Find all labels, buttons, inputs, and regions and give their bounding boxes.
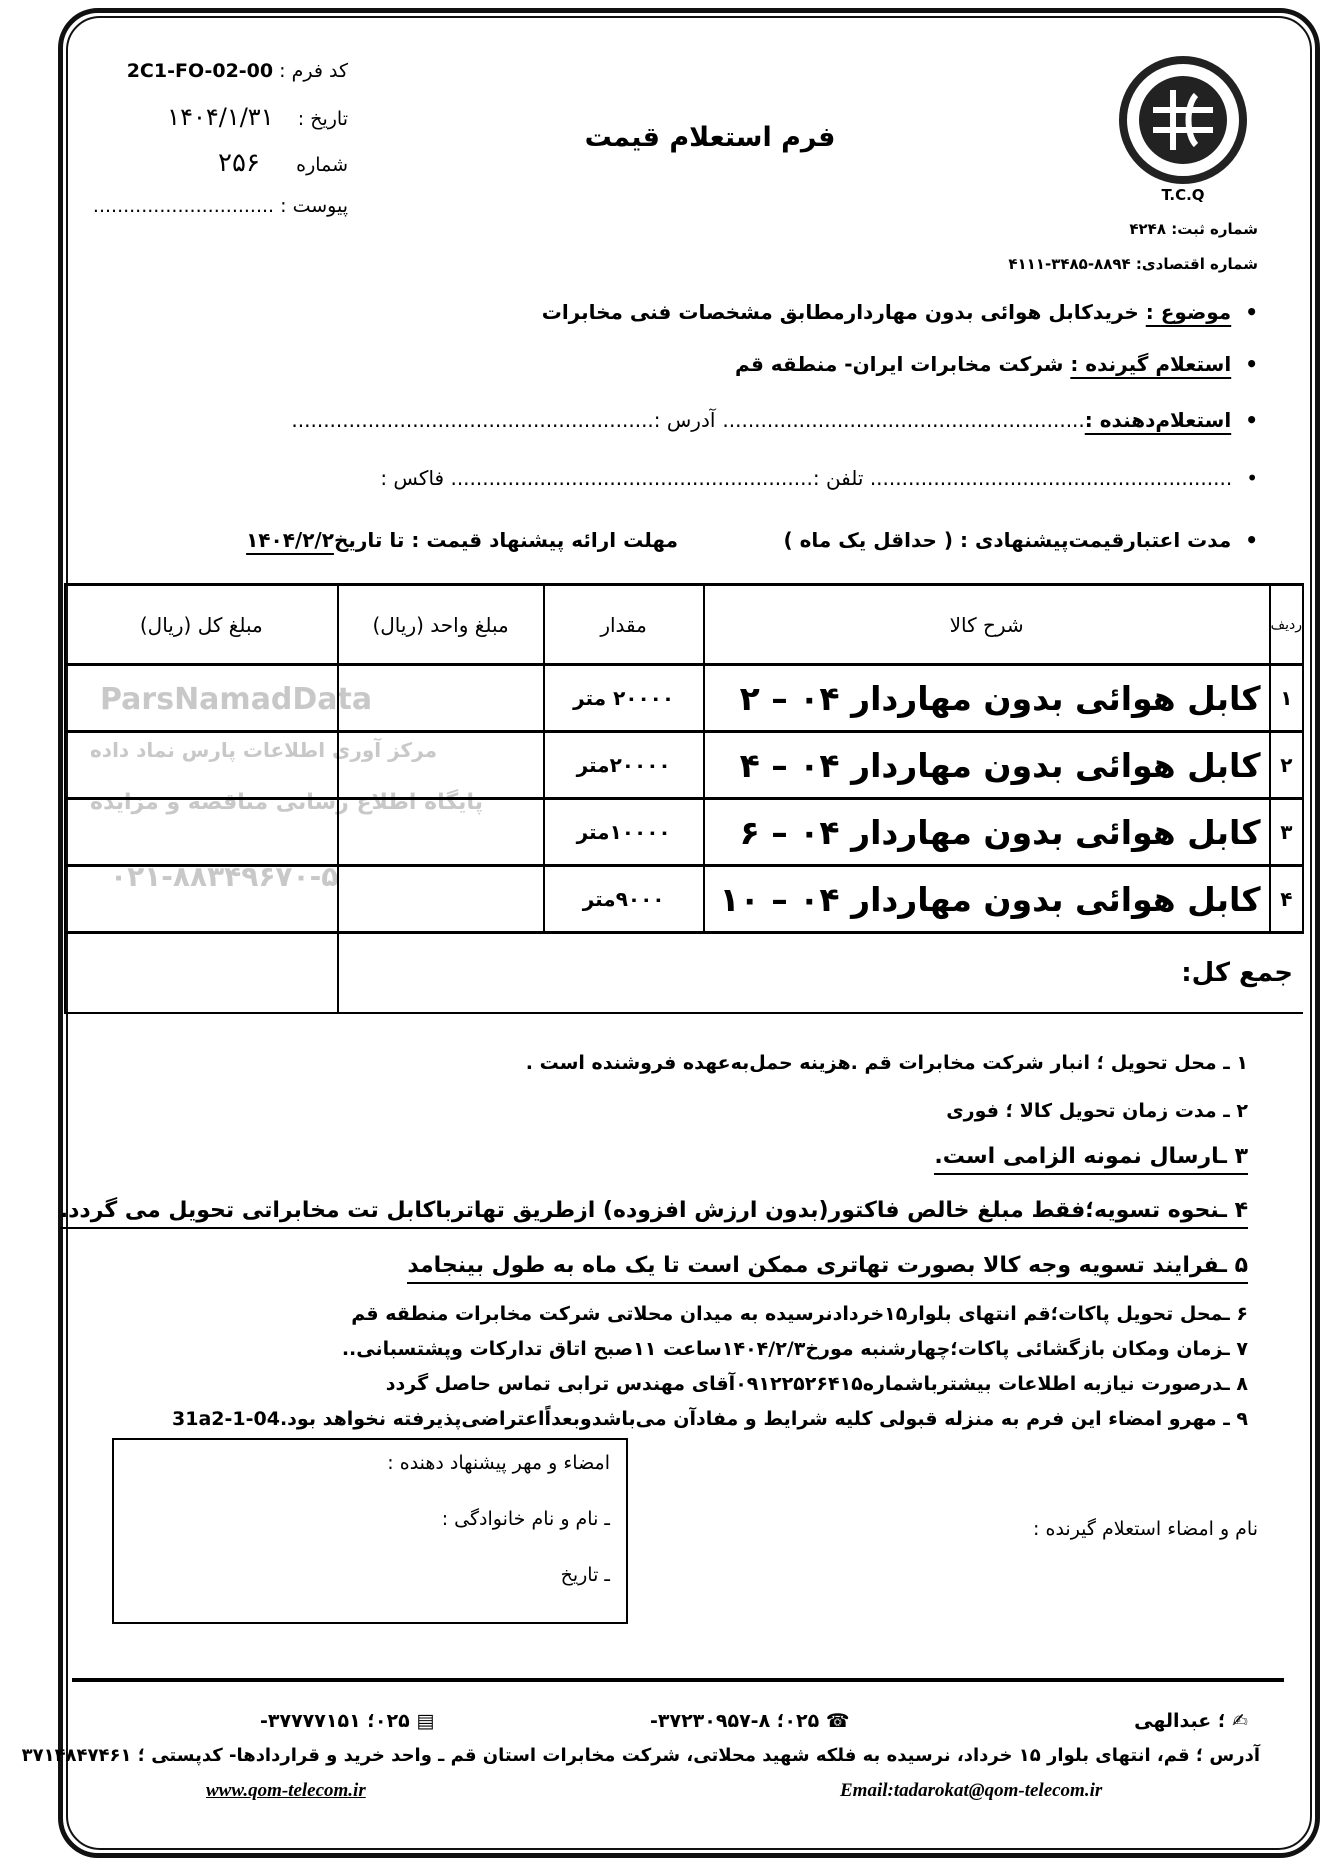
page-title: فرم استعلام قیمت — [584, 122, 836, 153]
receiver: • استعلام گیرنده : شرکت مخابرات ایران- منطقه قم — [735, 352, 1258, 376]
number: شماره ۲۵۶ — [218, 148, 348, 178]
company-logo — [1118, 55, 1248, 205]
registration-number: شماره ثبت: ۴۲۴۸ — [1129, 220, 1258, 238]
table-row: ۴ کابل هوائی بدون مهاردار ۰۴ – ۱۰ ۹۰۰۰متر — [65, 866, 1303, 933]
term-6: ۶ ـمحل تحویل پاکات؛قم انتهای بلوار۱۵خردادنرسیده به میدان محلاتی شرکت مخابرات منطقه قم — [351, 1303, 1248, 1325]
total-price-cell[interactable] — [65, 732, 338, 799]
term-1: ۱ ـ محل تحویل ؛ انبار شرکت مخابرات قم .هزینه حمل‌به‌عهده فروشنده است . — [525, 1052, 1248, 1074]
table-row: ۲ کابل هوائی بدون مهاردار ۰۴ – ۴ ۲۰۰۰۰متر — [65, 732, 1303, 799]
receiver-signature: نام و امضاء استعلام گیرنده : — [1033, 1518, 1258, 1540]
fax-icon: ▤ — [416, 1710, 435, 1732]
col-row: ردیف — [1270, 585, 1303, 665]
watermark-brand: ParsNamadData — [100, 682, 373, 717]
table-header — [65, 585, 1303, 665]
pen-icon: ✍ — [1232, 1710, 1248, 1732]
giver: • استعلام‌دهنده :......................................................... آدرس :......................................................... — [291, 408, 1258, 432]
total-price-cell[interactable] — [65, 665, 338, 732]
term-2: ۲ ـ مدت زمان تحویل کالا ؛ فوری — [946, 1100, 1248, 1122]
watermark-phone: ۰۲۱-۸۸۳۴۹۶۷۰-۵ — [110, 860, 339, 893]
term-5: ۵ ـفرایند تسویه وجه کالا بصورت تهاتری ممکن است تا یک ماه به طول بینجامد — [407, 1253, 1248, 1284]
col-unit-price: مبلغ واحد (ریال) — [338, 585, 544, 665]
col-description: شرح کالا — [704, 585, 1270, 665]
unit-price-cell[interactable] — [338, 665, 544, 732]
watermark-line1: مرکز آوری اطلاعات پارس نماد داده — [90, 738, 438, 762]
table-row: ۱ کابل هوائی بدون مهاردار ۰۴ – ۲ ۲۰۰۰۰ متر — [65, 665, 1303, 732]
total-price-cell[interactable] — [65, 866, 338, 933]
phone-fax: • ......................................................... تلفن :......................................................... فاکس : — [380, 466, 1258, 490]
col-quantity: مقدار — [544, 585, 704, 665]
term-4: ۴ ـنحوه تسویه؛فقط مبلغ خالص فاکتور(بدون ارزش افزوده) ازطریق تهاترباکابل تت مخابراتی تحویل می گردد. — [60, 1198, 1248, 1229]
footer-email[interactable]: Email:tadarokat@qom-telecom.ir — [840, 1780, 1103, 1801]
term-3: ۳ ـارسال نمونه الزامی است. — [934, 1144, 1248, 1175]
table-row: ۳ کابل هوائی بدون مهاردار ۰۴ – ۶ ۱۰۰۰۰متر — [65, 799, 1303, 866]
term-8: ۸ ـدرصورت نیازبه اطلاعات بیشترباشماره۰۹۱۲۲۵۲۶۴۱۵آقای مهندس ترابی تماس حاصل گردد — [385, 1373, 1248, 1395]
economic-number: شماره اقتصادی: ۸۸۹۴-۳۴۸۵-۴۱۱۱ — [1008, 255, 1258, 273]
svg-text:T.C.Q: T.C.Q — [1161, 186, 1205, 204]
unit-price-cell[interactable] — [338, 732, 544, 799]
footer-contact: ✍ ؛ عبدالهی — [1134, 1710, 1248, 1732]
items-table — [64, 583, 1304, 1014]
signature-box[interactable]: امضاء و مهر پیشنهاد دهنده : ـ نام و نام خانوادگی : ـ تاریخ — [112, 1438, 628, 1624]
grand-total-cell[interactable] — [65, 933, 338, 1013]
watermark-line2: پایگاه اطلاع رسانی مناقصه و مزایده — [90, 790, 483, 815]
phone-icon: ☎ — [825, 1710, 850, 1732]
deadline: مهلت ارائه پیشنهاد قیمت : تا تاریخ۱۴۰۴/۲/۲ — [246, 528, 678, 552]
col-total-price: مبلغ کل (ریال) — [65, 585, 338, 665]
total-price-cell[interactable] — [65, 799, 338, 866]
footer-phone: ☎ ۰۲۵؛ ۸-۳۷۲۳۰۹۵۷- — [650, 1710, 850, 1732]
footer-fax: ▤ ۰۲۵؛ ۳۷۷۷۷۱۵۱- — [260, 1710, 435, 1732]
attachment: پیوست : .............................. — [92, 195, 348, 217]
total-row: جمع کل: — [65, 933, 1303, 1013]
footer-address: آدرس ؛ قم، انتهای بلوار ۱۵ خرداد، نرسیده به فلکه شهید محلاتی، شرکت مخابرات استان قم ـ واحد خرید و قراردادها- کدپستی ؛ ۳۷۱۴۸۴۷۴۶۱ — [21, 1745, 1260, 1766]
footer-divider — [72, 1678, 1284, 1682]
term-7: ۷ ـزمان ومکان بازگشائی پاکات؛چهارشنبه مورخ۱۴۰۴/۲/۳ساعت ۱۱صبح اتاق تدارکات وپشتسبانی.. — [341, 1338, 1248, 1360]
form-code: کد فرم : 2C1-FO-02-00 — [126, 60, 348, 82]
unit-price-cell[interactable] — [338, 799, 544, 866]
validity: • مدت اعتبارقیمت‌پیشنهادی : ( حداقل یک ماه ) — [783, 528, 1258, 552]
footer-website[interactable]: www.qom-telecom.ir — [206, 1780, 366, 1801]
date: تاریخ : ۱۴۰۴/۱/۳۱ — [167, 103, 348, 131]
term-9: ۹ ـ مهرو امضاء این فرم به منزله قبولی کلیه شرایط و مفادآن می‌باشدوبعداًاعتراضی‌پذیرفته نخواهد بود.04-1-31a2 — [172, 1408, 1248, 1430]
unit-price-cell[interactable] — [338, 866, 544, 933]
subject: • موضوع : خریدکابل هوائی بدون مهاردارمطابق مشخصات فنی مخابرات — [542, 300, 1258, 324]
